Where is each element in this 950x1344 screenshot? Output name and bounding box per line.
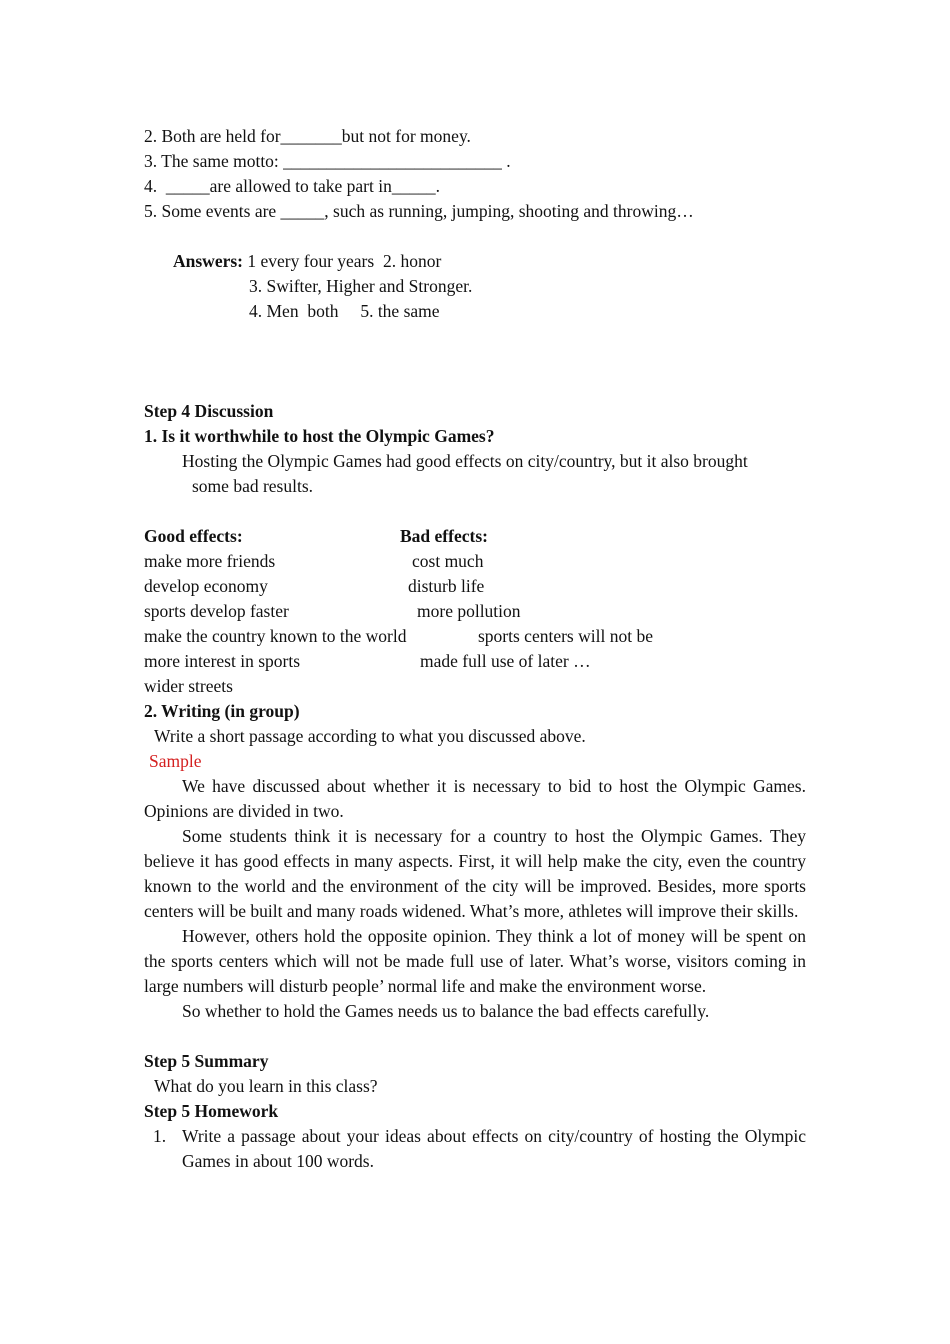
answers-label: Answers: [173, 251, 243, 271]
answers-text-1: 1 every four years 2. honor [243, 251, 442, 271]
fill-item-3: 3. The same motto: _________________________ . [144, 151, 511, 171]
answers-line-1 [144, 249, 806, 274]
homework-item-text: Write a passage about your ideas about effects on city/country of hosting the Olympic Games in about 100 words. [182, 1126, 806, 1171]
writing-instruction: Write a short passage according to what you discussed above. [154, 726, 586, 746]
step4-intro-line-1: Hosting the Olympic Games had good effects on city/country, but it also brought [182, 451, 748, 471]
good-effects-header: Good effects: [144, 526, 243, 546]
bad-effect-item: made full use of later … [420, 651, 591, 671]
good-effect-item: sports develop faster [144, 601, 289, 621]
effects-row [144, 624, 806, 649]
summary-question: What do you learn in this class? [154, 1076, 378, 1096]
homework-item [144, 1124, 806, 1174]
good-effect-item: more interest in sports [144, 651, 301, 671]
fill-item-4: 4. _____are allowed to take part in_____. [144, 176, 440, 196]
document-page [144, 124, 806, 1174]
step5-summary-heading: Step 5 Summary [144, 1051, 269, 1071]
answers-line-2: 3. Swifter, Higher and Stronger. [249, 276, 473, 296]
effects-row [144, 649, 806, 674]
good-effect-item: make the country known to the world [144, 626, 407, 646]
sample-paragraph: We have discussed about whether it is necessary to bid to host the Olympic Games. Opinions are divided in two. [144, 776, 806, 821]
answers-line-3: 4. Men both 5. the same [249, 301, 440, 321]
effects-row [144, 574, 806, 599]
bad-effect-item: sports centers will not be [478, 626, 653, 646]
sample-paragraph: Some students think it is necessary for a country to host the Olympic Games. They believe it has good effects in many aspects. First, it will help make the city, even the country known to the world and the environment of the city will be improved. Besides, more sports centers will be built and many roads widened. What’s more, athletes will improve their skills. [144, 826, 806, 921]
sample-paragraph: However, others hold the opposite opinion. They think a lot of money will be spent on the sports centers which will not be made full use of later. What’s worse, visitors coming in large numbers will disturb people’ normal life and make the environment worse. [144, 926, 806, 996]
step4-intro-line-2: some bad results. [192, 476, 314, 496]
step4-heading: Step 4 Discussion [144, 401, 274, 421]
step4-question-2: 2. Writing (in group) [144, 701, 300, 721]
effects-row [144, 674, 806, 699]
bad-effect-item: more pollution [417, 601, 521, 621]
effects-row [144, 549, 806, 574]
good-effect-item: make more friends [144, 551, 276, 571]
homework-item-number: 1. [153, 1126, 167, 1146]
effects-header-row [144, 524, 806, 549]
fill-item-2: 2. Both are held for_______but not for money. [144, 126, 471, 146]
step4-question-1: 1. Is it worthwhile to host the Olympic Games? [144, 426, 495, 446]
sample-label: Sample [149, 751, 202, 771]
good-effect-item: develop economy [144, 576, 268, 596]
effects-row [144, 599, 806, 624]
sample-paragraph: So whether to hold the Games needs us to balance the bad effects carefully. [182, 1001, 710, 1021]
bad-effect-item: cost much [412, 551, 484, 571]
fill-item-5: 5. Some events are _____, such as running, jumping, shooting and throwing… [144, 201, 694, 221]
good-effect-item: wider streets [144, 676, 233, 696]
bad-effects-header: Bad effects: [400, 526, 488, 546]
bad-effect-item: disturb life [408, 576, 485, 596]
step5-homework-heading: Step 5 Homework [144, 1101, 279, 1121]
